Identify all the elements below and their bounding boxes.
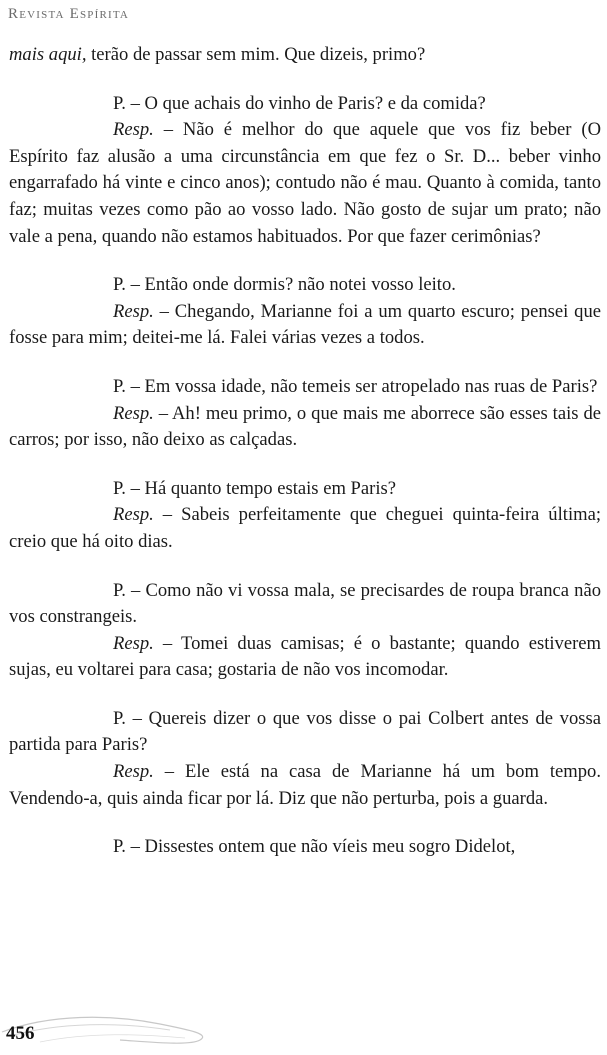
answer-label: Resp.: [113, 300, 154, 322]
paragraph: [9, 42, 601, 69]
question-label: P. –: [113, 707, 142, 729]
question-label: P. –: [113, 836, 140, 858]
answer: [9, 117, 601, 250]
question-label: P. –: [113, 92, 140, 114]
answer-text: – Chegando, Marianne foi a um quarto escuro; pensei que fosse para mim; deitei-me lá. Falei várias vezes a todos.: [9, 300, 601, 349]
running-head: Revista Espírita: [8, 6, 130, 22]
answer: [9, 759, 601, 812]
italic-lead: mais aqui,: [9, 44, 87, 65]
question-text: O que achais do vinho de Paris? e da comida?: [139, 92, 486, 114]
question: [9, 91, 601, 118]
question-text: Dissestes ontem que não víeis meu sogro Didelot,: [139, 836, 516, 858]
question: [9, 272, 601, 299]
answer-text: – Sabeis perfeitamente que cheguei quinta-feira última; creio que há oito dias.: [9, 504, 601, 552]
question-label: P. –: [113, 477, 140, 499]
answer-label: Resp.: [113, 632, 154, 654]
answer-text: – Ele está na casa de Marianne há um bom tempo. Vendendo-a, quis ainda ficar por lá. Diz que não perturba, pois a guarda.: [9, 761, 601, 809]
question-label: P. –: [113, 375, 140, 397]
question: [9, 578, 601, 631]
answer: [9, 502, 601, 555]
answer-text: – Tomei duas camisas; é o bastante; quando estiverem sujas, eu voltarei para casa; gostaria de não vos incomodar.: [9, 632, 601, 681]
question-label: P. –: [113, 579, 141, 601]
question: [9, 706, 601, 759]
answer-text: – Ah! meu primo, o que mais me aborrece são esses tais de carros; por isso, não deixo as calçadas.: [9, 402, 601, 451]
question: [9, 834, 601, 861]
answer: [9, 299, 601, 352]
question: [9, 374, 601, 401]
question-text: Há quanto tempo estais em Paris?: [139, 477, 396, 499]
question-text: Como não vi vossa mala, se precisardes de roupa branca não vos constrangeis.: [9, 579, 601, 628]
question-text: Em vossa idade, não temeis ser atropelado nas ruas de Paris?: [139, 375, 598, 397]
answer-label: Resp.: [113, 761, 154, 783]
paragraph-text: terão de passar sem mim. Que dizeis, primo?: [86, 44, 426, 65]
page-body: [9, 42, 601, 861]
question-text: Quereis dizer o que vos disse o pai Colbert antes de vossa partida para Paris?: [9, 707, 601, 756]
answer: [9, 401, 601, 454]
question-text: Então onde dormis? não notei vosso leito.: [139, 274, 456, 296]
question-label: P. –: [113, 274, 140, 296]
answer-label: Resp.: [113, 402, 154, 424]
answer-label: Resp.: [113, 504, 154, 526]
answer-text: – Não é melhor do que aquele que vos fiz beber (O Espírito faz alusão a uma circunstância em que fez o Sr. D... beber vinho engarrafado há vinte e cinco anos); contudo não é mau. Quanto à comida, tanto faz; muitas vezes como pão ao vosso lado. Não gosto de sujar um prato; não vale a pena, quando não estamos habituados. Por que fazer cerimônias?: [9, 119, 601, 247]
answer-label: Resp.: [113, 119, 154, 141]
question: [9, 476, 601, 503]
page-number: 456: [6, 1023, 35, 1044]
answer: [9, 631, 601, 684]
